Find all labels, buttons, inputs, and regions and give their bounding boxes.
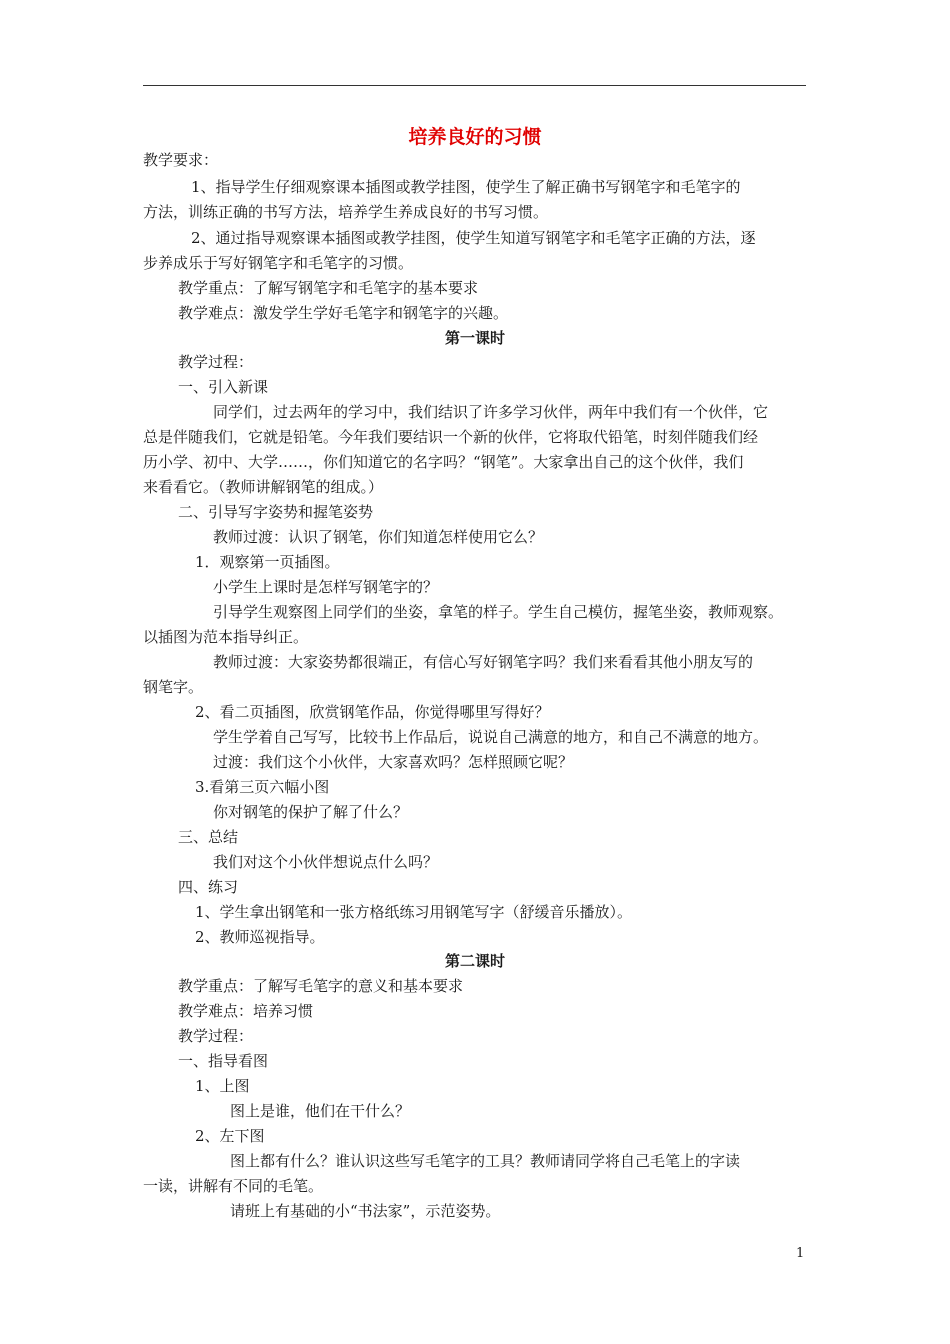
text-line: 2、看二页插图，欣赏钢笔作品，你觉得哪里写得好？ xyxy=(195,703,550,721)
text-line: 教学要求： xyxy=(143,151,219,169)
text-line: 教师过渡：大家姿势都很端正，有信心写好钢笔字吗？我们来看看其他小朋友写的 xyxy=(213,653,754,671)
text-line: 一、指导看图 xyxy=(178,1052,269,1070)
text-line: 方法，训练正确的书写方法，培养学生养成良好的书写习惯。 xyxy=(143,203,549,221)
text-line: 教学重点：了解写钢笔字和毛笔字的基本要求 xyxy=(178,279,479,297)
text-line: 步养成乐于写好钢笔字和毛笔字的习惯。 xyxy=(143,254,414,272)
text-line: 教学重点：了解写毛笔字的意义和基本要求 xyxy=(178,977,464,995)
text-line: 引导学生观察图上同学们的坐姿，拿笔的样子。学生自己模仿，握笔坐姿，教师观察。 xyxy=(213,603,784,621)
text-line: 教师过渡：认识了钢笔，你们知道怎样使用它么？ xyxy=(213,528,544,546)
text-line: 学生学着自己写写，比较书上作品后，说说自己满意的地方，和自己不满意的地方。 xyxy=(213,728,769,746)
text-line: 请班上有基础的小“书法家”，示范姿势。 xyxy=(230,1202,501,1220)
text-line: 历小学、初中、大学……，你们知道它的名字吗？“钢笔”。大家拿出自己的这个伙伴，我们 xyxy=(143,453,744,471)
text-line: 过渡：我们这个小伙伴，大家喜欢吗？怎样照顾它呢？ xyxy=(213,753,574,771)
text-line: 1、指导学生仔细观察课本插图或教学挂图，使学生了解正确书写钢笔字和毛笔字的 xyxy=(191,178,741,196)
text-line: 2、通过指导观察课本插图或教学挂图，使学生知道写钢笔字和毛笔字正确的方法，逐 xyxy=(191,229,756,247)
lesson-heading: 第一课时 xyxy=(444,329,505,347)
document-title: 培养良好的习惯 xyxy=(408,126,542,148)
text-line: 2、左下图 xyxy=(195,1127,265,1145)
header-rule xyxy=(143,85,806,86)
text-line: 1、上图 xyxy=(195,1077,250,1095)
text-line: 教学过程： xyxy=(178,353,254,371)
text-line: 3.看第三页六幅小图 xyxy=(195,778,330,796)
text-line: 三、总结 xyxy=(178,828,239,846)
text-line: 2、教师巡视指导。 xyxy=(195,928,325,946)
text-line: 同学们，过去两年的学习中，我们结识了许多学习伙伴，两年中我们有一个伙伴，它 xyxy=(213,403,769,421)
lesson-heading: 第二课时 xyxy=(444,952,505,970)
text-line: 你对钢笔的保护了解了什么？ xyxy=(213,803,409,821)
text-line: 二、引导写字姿势和握笔姿势 xyxy=(178,503,374,521)
page-number: 1 xyxy=(796,1246,805,1261)
text-line: 我们对这个小伙伴想说点什么吗？ xyxy=(213,853,439,871)
text-line: 来看看它。（教师讲解钢笔的组成。） xyxy=(143,478,384,496)
text-line: 一、引入新课 xyxy=(178,378,269,396)
text-line: 图上都有什么？谁认识这些写毛笔字的工具？教师请同学将自己毛笔上的字读 xyxy=(230,1152,741,1170)
text-line: 图上是谁，他们在干什么？ xyxy=(230,1102,411,1120)
text-line: 教学过程： xyxy=(178,1027,254,1045)
text-line: 教学难点：培养习惯 xyxy=(178,1002,314,1020)
text-line: 以插图为范本指导纠正。 xyxy=(143,628,309,646)
text-line: 钢笔字。 xyxy=(143,678,204,696)
text-line: 一读，讲解有不同的毛笔。 xyxy=(143,1177,324,1195)
text-line: 小学生上课时是怎样写钢笔字的？ xyxy=(213,578,439,596)
text-line: 总是伴随我们，它就是铅笔。今年我们要结识一个新的伙伴，它将取代铅笔，时刻伴随我们经 xyxy=(143,428,759,446)
text-line: 1．观察第一页插图。 xyxy=(195,553,340,571)
text-line: 四、练习 xyxy=(178,878,239,896)
text-line: 1、学生拿出钢笔和一张方格纸练习用钢笔写字（舒缓音乐播放）。 xyxy=(195,903,633,921)
text-line: 教学难点：激发学生学好毛笔字和钢笔字的兴趣。 xyxy=(178,304,509,322)
